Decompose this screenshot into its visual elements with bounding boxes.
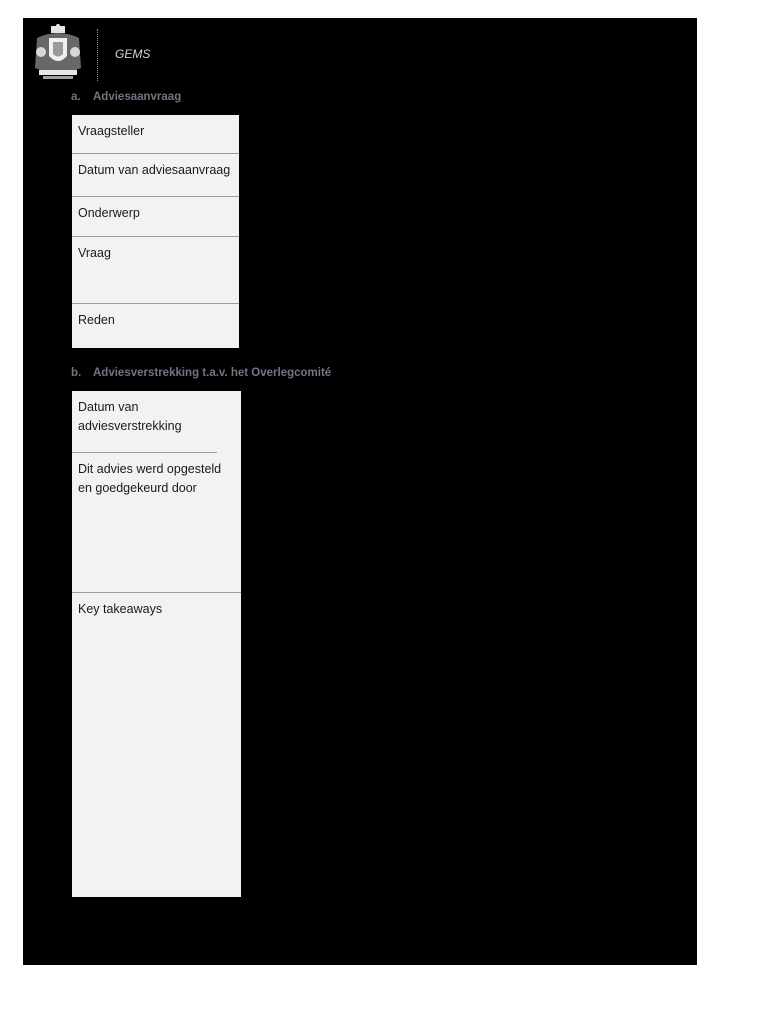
table-cell: Datum van adviesverstrekking [72,391,217,453]
table-cell: Vraagsteller [72,115,239,154]
section-a-table [72,115,239,348]
table-cell: Key takeaways [78,602,163,616]
table-cell: Dit advies werd opgesteld en goedgekeurd door [72,453,241,593]
coat-of-arms-icon [31,24,85,82]
table-cell: Vraag [72,237,239,304]
table-cell: Datum van adviesaanvraag [72,154,239,197]
section-a-heading [71,91,181,103]
section-b-heading [71,367,331,379]
table-cell: Onderwerp [72,197,239,237]
section-b-title: Adviesverstrekking t.a.v. het Overlegcomité [93,367,332,379]
section-b-letter: b. [71,367,82,379]
table-cell: Reden [78,313,115,327]
section-b-table [72,391,241,897]
section-a-title: Adviesaanvraag [93,91,182,103]
header-divider [97,29,98,81]
organization-name: GEMS [115,47,151,61]
document-page [23,18,697,965]
section-a-letter: a. [71,91,81,103]
